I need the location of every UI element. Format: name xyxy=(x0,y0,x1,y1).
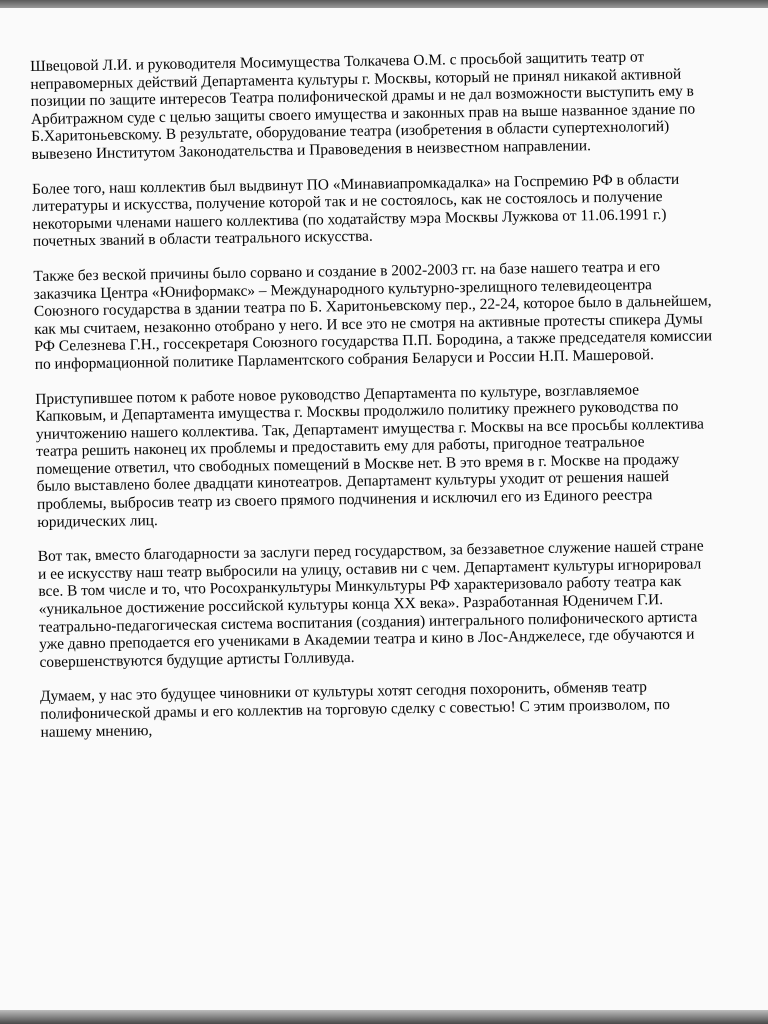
paragraph-6: Думаем, у нас это будущее чиновники от культуры хотят сегодня похоронить, обменяв театр полифонической драмы и его коллектив на торговую сделку с совестью! С этим произволом, по нашему мнению, xyxy=(39,678,670,741)
scan-bottom-edge xyxy=(0,1010,768,1024)
paragraph-4: Приступившее потом к работе новое руководство Департамента по культуре, возглавляемое Капковым, и Департамента имущества г. Москвы продолжило политику прежнего руководства по уничтожению нашего коллектива. Так, Департамент имущества г. Москвы на все просьбы коллектива театра решить наконец их проблемы и предоставить ему для работы, пригодное театральное помещение ответил, что свободных помещений в Москве нет. В это время в г. Москве на продажу было выставлено более двадцати кинотеатров. Департамент культуры уходит от решения нашей проблемы, выбросив театр из своего прямого подчинения и исключил его из Единого реестра юридических лиц. xyxy=(35,380,705,531)
paragraph-3: Также без веской причины было сорвано и создание в 2002-2003 гг. на базе нашего театра и его заказчика Центра «Юниформакс» – Международного культурно-зрелищного телевидеоцентра Союзного государства в здании театра по Б. Харитоньевскому пер., 22-24, которое было в дальнейшем, как мы считаем, незаконно отобрано у него. И все это не смотря на активные протесты спикера Думы РФ Селезнева Г.Н., госсекретаря Союзного государства П.П. Бородина, а также председателя комиссии по информационной политике Парламентского собрания Беларуси и России Н.П. Машеровой. xyxy=(33,258,713,373)
document-page xyxy=(30,47,729,758)
scan-top-edge xyxy=(0,0,768,8)
paragraph-5: Вот так, вместо благодарности за заслуги перед государством, за беззаветное служение нашей стране и ее искусству наш театр выбросили на улицу, оставив ни с чем. Департамент культуры игнорировал все. В том числе и то, что Росохранкультуры Минкультуры РФ характеризовало работу театра как «уникальное достижение российской культуры конца XX века». Разработанная Юденичем Г.И. театрально-педагогическая система воспитания (создания) интегрального полифонического артиста уже давно преподается его учениками в Академии театра и кино в Лос-Анджелесе, где обучаются и совершенствуются будущие артисты Голливуда. xyxy=(37,537,704,671)
paragraph-1: Швецовой Л.И. и руководителя Мосимущества Толкачева О.М. с просьбой защитить театр от неправомерных действий Департамента культуры г. Москвы, который не принял никакой активной позиции по защите интересов Театра полифонической драмы и не дал возможности выступить ему в Арбитражном суде с целью защиты своего имущества и законных прав на выше названное здание по Б.Харитоньевскому. В результате, оборудование театра (изобретения в области супертехнологий) вывезено Институтом Законодательства и Правоведения в неизвестном направлении. xyxy=(30,48,696,163)
paragraph-2: Более того, наш коллектив был выдвинут ПО «Минавиапромкадалка» на Госпремию РФ в области литературы и искусства, получение которой так и не состоялось, как не состоялось и получение некоторыми членами нашего коллектива (по ходатайству мэра Москвы Лужкова от 11.06.1991 г.) почетных званий в области театрального искусства. xyxy=(31,170,680,251)
